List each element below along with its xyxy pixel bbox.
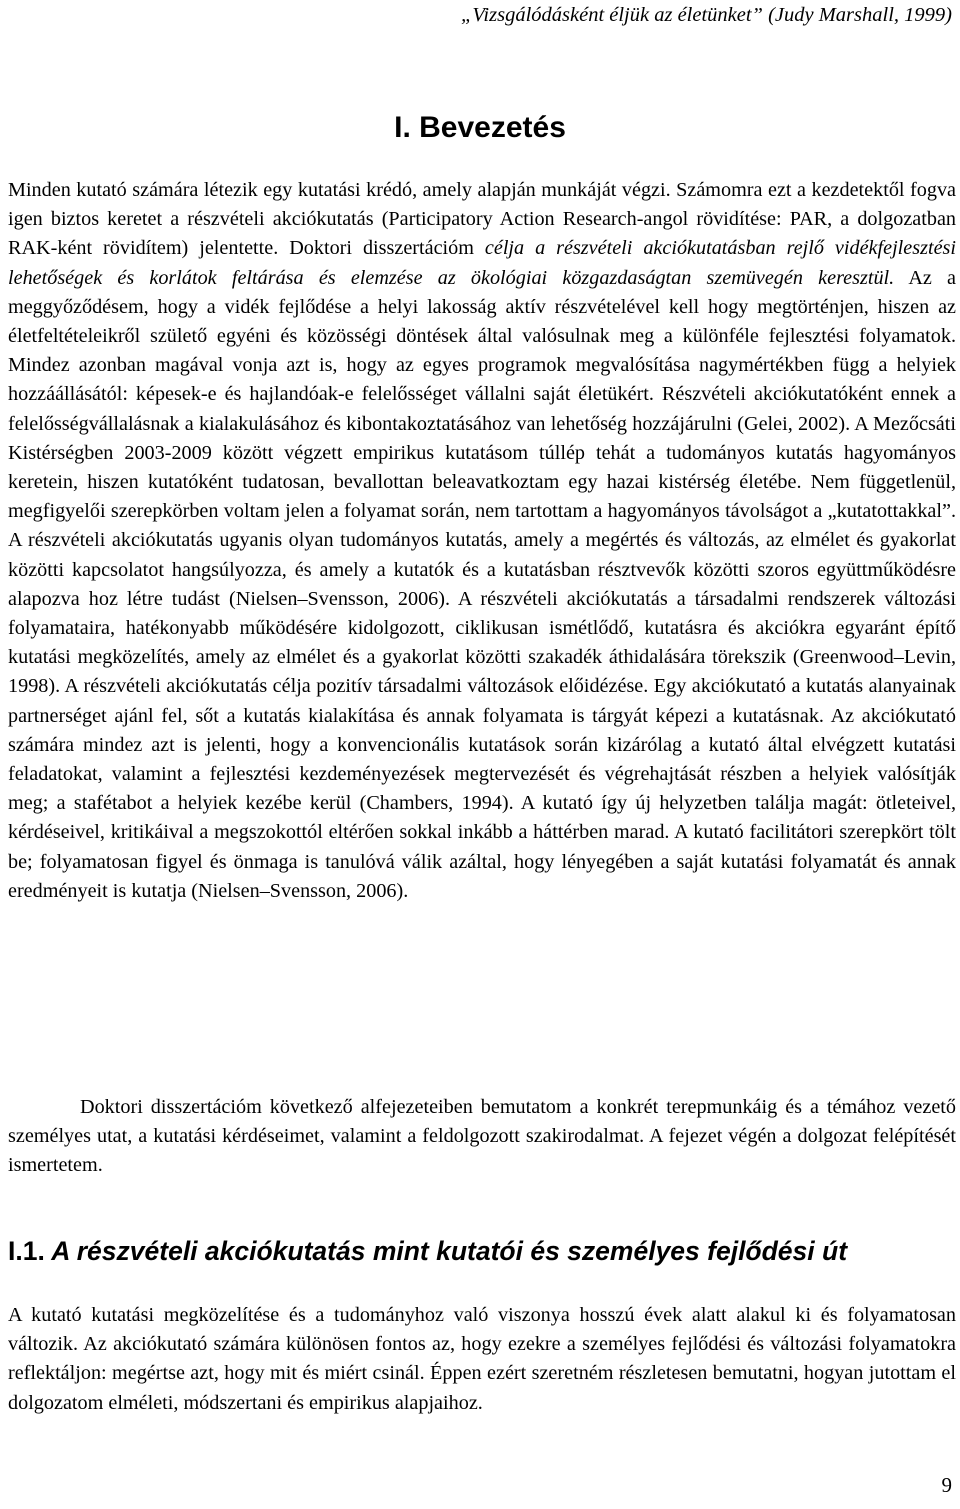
section-number: I.1. bbox=[8, 1236, 45, 1266]
research-goal-italic: célja a részvételi akciókutatásban rejlő vidékfejlesztési lehetőségek és korlátok feltárása és elemzése az ökológiai közgazdaságtan szemüvegén keresztül. bbox=[8, 237, 956, 289]
intro-text-part-1: Minden kutató számára létezik egy kutatási krédó, amely alapján munkáját végzi. Számomra ezt a kezdetektől fogva igen biztos keretet a részvételi akciókutatás (Participatory Action Research-angol rövidítése: PAR, a dolgozatban RAK-ként rövidítem) jelentette. Doktori disszertációm bbox=[8, 179, 956, 260]
chapter-title: I. Bevezetés bbox=[394, 111, 566, 144]
section-title-text: A részvételi akciókutatás mint kutatói és személyes fejlődési út bbox=[51, 1236, 848, 1266]
section-heading bbox=[8, 1233, 956, 1269]
page-number: 9 bbox=[941, 1473, 952, 1497]
chapter-overview-paragraph: Doktori disszertációm következő alfejezeteiben bemutatom a konkrét terepmunkáig és a témához vezető személyes utat, a kutatási kérdéseimet, valamint a feldolgozott szakirodalmat. A fejezet végén a dolgozat felépítését ismertetem. bbox=[8, 1096, 956, 1177]
motto-quote: „Vizsgálódásként éljük az életünket” (Judy Marshall, 1999) bbox=[461, 4, 952, 26]
section-paragraph: A kutató kutatási megközelítése és a tudományhoz való viszonya hosszú évek alatt alakul ki és folyamatosan változik. Az akciókutató számára különösen fontos az, hogy ezekre a személyes fejlődési és változási folyamatokra reflektáljon: megértse azt, hogy mit és miért csinál. Éppen ezért szeretném részletesen bemutatni, hogyan jutottam el dolgozatom elméleti, módszertani és empirikus alapjaihoz. bbox=[8, 1304, 956, 1414]
intro-paragraph bbox=[8, 176, 956, 906]
intro-text-part-2: Az a meggyőződésem, hogy a vidék fejlődése a helyi lakosság aktív részvételével kell hogy megtörténjen, hiszen az életfeltételeikről születő egyéni és közösségi döntések által valósulnak meg a különféle fejlesztési folyamatok. Mindez azonban magával vonja azt is, hogy az egyes programok megvalósítása nagymértékben függ a helyiek hozzáállásától: képesek-e és hajlandóak-e felelősséget vállalni saját életükért. Részvételi akciókutatóként ennek a felelősségvállalásnak a kialakulásához és kibontakoztatásához van lehetőség hozzájárulni (Gelei, 2002). A Mezőcsáti Kistérségben 2003-2009 között végzett empirikus kutatásom túllép tehát a tudományos kutatás hagyományos keretein, hiszen kutatóként tudatosan, bevallottan beleavatkoztam egy hazai kistérség életébe. Nem függetlenül, megfigyelői szerepkörben voltam jelen a folyamat során, nem tartottam a hagyományos távolságot a „kutatottakkal”. A részvételi akciókutatás ugyanis olyan tudományos kutatás, amely a megértés és változás, az elmélet és gyakorlat közötti kapcsolatot hangsúlyozza, és amely a kutatók és a kutatásban résztvevők közötti szoros együttműködésre alapozva hoz létre tudást (Nielsen–Svensson, 2006). A részvételi akciókutatás a társadalmi rendszerek változási folyamataira, hatékonyabb működésére kidolgozott, ciklikusan ismétlődő, kutatásra és akciókra egyaránt építő kutatási megközelítés, amely az elmélet és a gyakorlat közötti szakadék áthidalására törekszik (Greenwood–Levin, 1998). A részvételi akciókutatás célja pozitív társadalmi változások előidézése. Egy akciókutató a kutatás alanyainak partnerséget ajánl fel, sőt a kutatás kialakítása és annak folyamata is tárgyát képezi a kutatásnak. Az akciókutató számára mindez azt is jelenti, hogy a konvencionális kutatások során kizárólag a kutató által elvégzett kutatási feladatokat, valamint a fejlesztési kezdeményezések megtervezését és végrehajtását részben a helyiek valósítják meg; a stafétabot a helyiek kezébe kerül (Chambers, 1994). A kutató így új helyzetben találja magát: ötleteivel, kérdéseivel, kritikáival a megszokottól eltérően sokkal inkább a háttérben marad. A kutató facilitátori szerepkört tölt be; folyamatosan figyel és önmaga is tanulóvá válik azáltal, hogy lényegében a saját kutatási folyamatát és annak eredményeit is kutatja (Nielsen–Svensson, 2006). bbox=[8, 266, 957, 902]
